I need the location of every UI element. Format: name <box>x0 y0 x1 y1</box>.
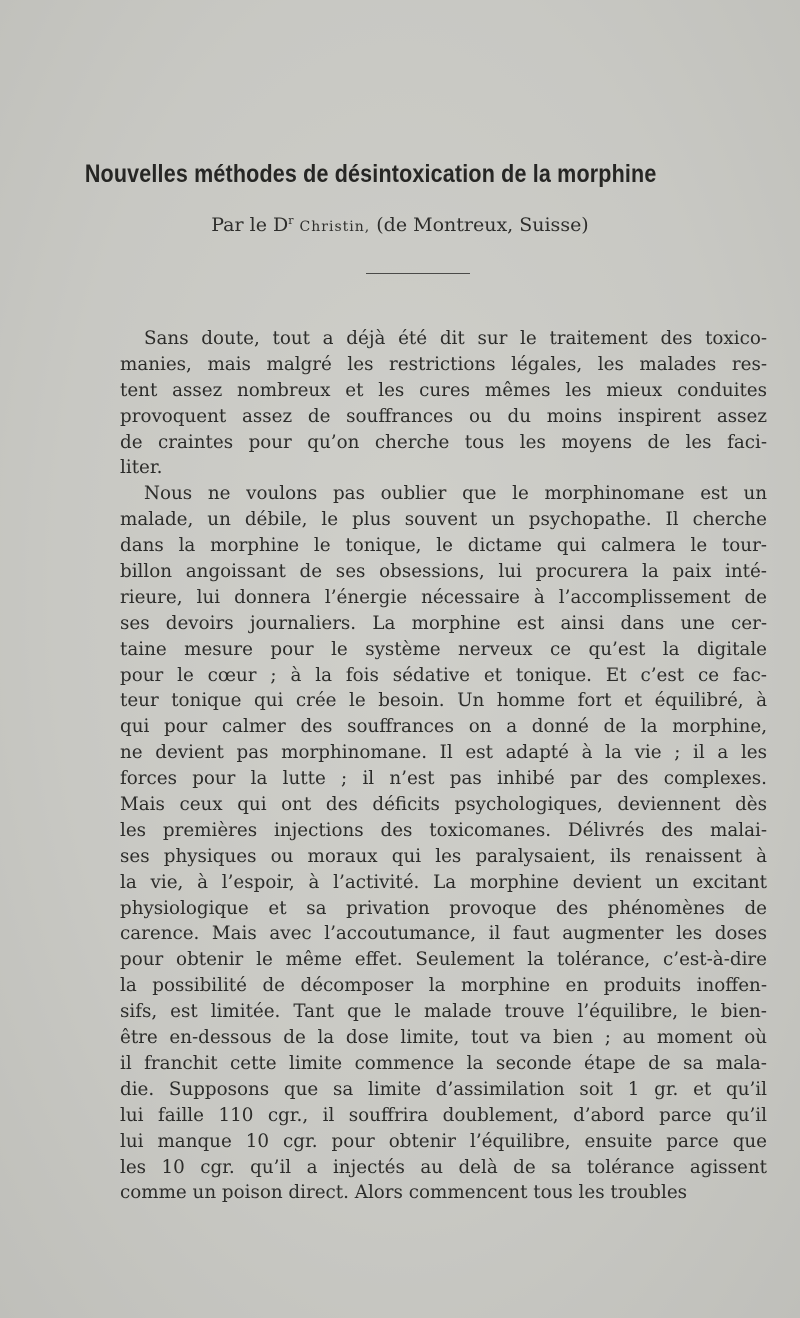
byline-prefix: Par le D <box>211 214 289 236</box>
text-line: sifs, est limitée. Tant que le malade trouve l’équilibre, le bien- <box>120 1001 767 1023</box>
text-line: de craintes pour qu’on cherche tous les moyens de les faci- <box>120 431 767 453</box>
text-line: die. Supposons que sa limite d’assimilation soit 1 gr. et qu’il <box>120 1078 767 1100</box>
paragraph-container <box>120 326 767 1206</box>
text-line: lui manque 10 cgr. pour obtenir l’équilibre, ensuite parce que <box>120 1130 767 1152</box>
text-line: forces pour la lutte ; il n’est pas inhibé par des complexes. <box>120 768 767 790</box>
article-title: Nouvelles méthodes de désintoxication de la morphine <box>84 160 657 188</box>
text-line: la possibilité de décomposer la morphine en produits inoffen- <box>120 975 767 997</box>
byline-superscript: r <box>288 214 294 227</box>
text-line: pour le cœur ; à la fois sédative et tonique. Et c’est ce fac- <box>120 664 767 686</box>
text-line: Mais ceux qui ont des déficits psychologiques, deviennent dès <box>120 794 767 816</box>
text-line: ne devient pas morphinomane. Il est adapté à la vie ; il a les <box>120 742 767 764</box>
text-line: dans la morphine le tonique, le dictame qui calmera le tour- <box>120 535 767 557</box>
text-line: Sans doute, tout a déjà été dit sur le traitement des toxico- <box>144 328 767 349</box>
text-line: il franchit cette limite commence la seconde étape de sa mala- <box>120 1052 767 1074</box>
text-line: ses physiques ou moraux qui les paralysaient, ils renaissent à <box>120 845 767 867</box>
author-affiliation: (de Montreux, Suisse) <box>376 214 589 236</box>
text-line: les 10 cgr. qu’il a injectés au delà de sa tolérance agissent <box>120 1156 767 1178</box>
text-line: qui pour calmer des souffrances on a donné de la morphine, <box>120 716 767 738</box>
paragraph <box>120 326 767 481</box>
text-line: les premières injections des toxicomanes. Délivrés des malai- <box>120 819 767 841</box>
byline <box>0 214 800 236</box>
text-line: provoquent assez de souffrances ou du moins inspirent assez <box>120 405 767 427</box>
text-line: lui faille 110 cgr., il souffrira doublement, d’abord parce qu’il <box>120 1104 767 1126</box>
text-line: billon angoissant de ses obsessions, lui procurera la paix inté- <box>120 561 767 583</box>
text-line: teur tonique qui crée le besoin. Un homme fort et équilibré, à <box>120 690 767 712</box>
text-line: taine mesure pour le système nerveux ce qu’est la digitale <box>120 638 767 660</box>
text-line: malade, un débile, le plus souvent un psychopathe. Il cherche <box>120 509 767 531</box>
text-line: ses devoirs journaliers. La morphine est ainsi dans une cer- <box>120 612 767 634</box>
author-name: Christin, <box>299 219 371 235</box>
article-body <box>120 326 767 1206</box>
text-line: physiologique et sa privation provoque des phénomènes de <box>120 897 767 919</box>
paragraph <box>120 481 767 1206</box>
text-line: la vie, à l’espoir, à l’activité. La morphine devient un excitant <box>120 871 767 893</box>
text-line: liter. <box>120 457 163 479</box>
text-line: être en-dessous de la dose limite, tout va bien ; au moment où <box>120 1027 767 1049</box>
text-line: carence. Mais avec l’accoutumance, il faut augmenter les doses <box>120 923 767 945</box>
text-line: manies, mais malgré les restrictions légales, les malades res- <box>120 353 767 375</box>
text-line: tent assez nombreux et les cures mêmes les mieux conduites <box>120 379 767 401</box>
text-line: pour obtenir le même effet. Seulement la tolérance, c’est-à-dire <box>120 949 767 971</box>
text-line: rieure, lui donnera l’énergie nécessaire à l’accomplissement de <box>120 586 767 608</box>
text-line: comme un poison direct. Alors commencent tous les troubles <box>120 1182 688 1204</box>
text-line: Nous ne voulons pas oublier que le morphinomane est un <box>144 483 767 505</box>
title-divider <box>366 273 470 274</box>
